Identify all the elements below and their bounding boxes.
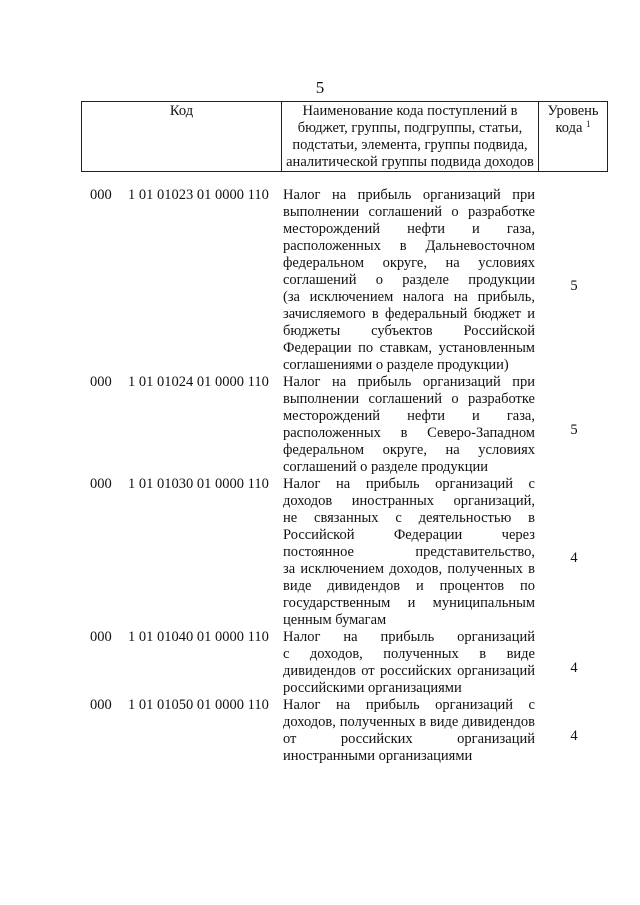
income-name-line: Налог на прибыль организаций: [283, 629, 535, 645]
header-level-line2: [539, 120, 607, 137]
income-name: [283, 187, 535, 374]
income-name-line: от российских организаций: [283, 731, 535, 747]
admin-code: 000: [90, 697, 112, 713]
income-name-line: месторождений нефти и газа,: [283, 221, 535, 237]
income-name-line: с доходов, полученных в виде: [283, 646, 535, 662]
income-name-line: (за исключением налога на прибыль,: [283, 289, 535, 305]
page-number: 5: [315, 78, 325, 97]
income-code: 1 01 01040 01 0000 110: [128, 629, 269, 645]
income-name-line: выполнении соглашений о разработке: [283, 391, 535, 407]
income-name-line: федеральном округе, на условиях: [283, 442, 535, 458]
admin-code: 000: [90, 187, 112, 203]
header-row: [82, 102, 608, 172]
income-name: [283, 629, 535, 697]
income-name-line: бюджеты субъектов Российской: [283, 323, 535, 339]
admin-code: 000: [90, 476, 112, 492]
header-name: [282, 102, 539, 172]
income-name-line: дивидендов от российских организаций: [283, 663, 535, 679]
income-name-line: расположенных в Северо-Западном: [283, 425, 535, 441]
header-level-word: кода: [555, 120, 583, 136]
header-level: [539, 102, 608, 172]
income-name-line: постоянное представительство,: [283, 544, 535, 560]
income-name-line: федеральном округе, на условиях: [283, 255, 535, 271]
header-code: Код: [82, 102, 282, 172]
income-name: [283, 374, 535, 476]
income-name-line: ценным бумагам: [283, 612, 387, 628]
code-level: 4: [570, 728, 578, 744]
table-row: [0, 476, 640, 629]
header-level-line: Уровень: [547, 103, 599, 119]
income-name-line: Федерации по ставкам, установленным: [283, 340, 535, 356]
code-level: 5: [570, 278, 578, 294]
header-table: [81, 101, 608, 172]
income-code-list: [0, 187, 640, 765]
income-name: [283, 476, 535, 629]
income-name-line: виде дивидендов и процентов по: [283, 578, 535, 594]
table-row: [0, 697, 640, 765]
income-name-line: расположенных в Дальневосточном: [283, 238, 535, 254]
code-level: 4: [570, 550, 578, 566]
income-name-line: Российской Федерации через: [283, 527, 535, 543]
income-code: 1 01 01023 01 0000 110: [128, 187, 269, 203]
header-name-line: аналитической группы подвида доходов: [286, 154, 534, 170]
income-name-line: соглашений о разделе продукции: [283, 459, 489, 475]
income-name-line: доходов, полученных в виде дивидендов: [283, 714, 535, 730]
income-code: 1 01 01024 01 0000 110: [128, 374, 269, 390]
table-row: [0, 629, 640, 697]
income-name-line: российскими организациями: [283, 680, 462, 696]
income-name-line: за исключением доходов, полученных в: [283, 561, 535, 577]
admin-code: 000: [90, 374, 112, 390]
income-name-line: месторождений нефти и газа,: [283, 408, 535, 424]
income-name-line: соглашений о разделе продукции: [283, 272, 535, 288]
table-row: [0, 187, 640, 374]
income-name-line: государственным и муниципальным: [283, 595, 535, 611]
code-level: 5: [570, 422, 578, 438]
income-name-line: Налог на прибыль организаций с: [283, 476, 535, 492]
income-name-line: иностранными организациями: [283, 748, 473, 764]
income-name: [283, 697, 535, 765]
income-name-line: соглашениями о разделе продукции): [283, 357, 509, 373]
code-level: 4: [570, 660, 578, 676]
income-name-line: выполнении соглашений о разработке: [283, 204, 535, 220]
income-name-line: Налог на прибыль организаций при: [283, 187, 535, 203]
table-row: [0, 374, 640, 476]
header-name-line: подстатьи, элемента, группы подвида,: [292, 137, 528, 153]
income-name-line: зачисляемого в федеральный бюджет и: [283, 306, 535, 322]
income-name-line: Налог на прибыль организаций с: [283, 697, 535, 713]
income-name-line: доходов иностранных организаций,: [283, 493, 535, 509]
admin-code: 000: [90, 629, 112, 645]
income-name-line: не связанных с деятельностью в: [283, 510, 535, 526]
header-name-line: бюджет, группы, подгруппы, статьи,: [297, 120, 523, 136]
header-name-line: Наименование кода поступлений в: [302, 103, 518, 119]
footnote-marker: 1: [586, 119, 591, 129]
income-name-line: Налог на прибыль организаций при: [283, 374, 535, 390]
income-code: 1 01 01050 01 0000 110: [128, 697, 269, 713]
income-code: 1 01 01030 01 0000 110: [128, 476, 269, 492]
